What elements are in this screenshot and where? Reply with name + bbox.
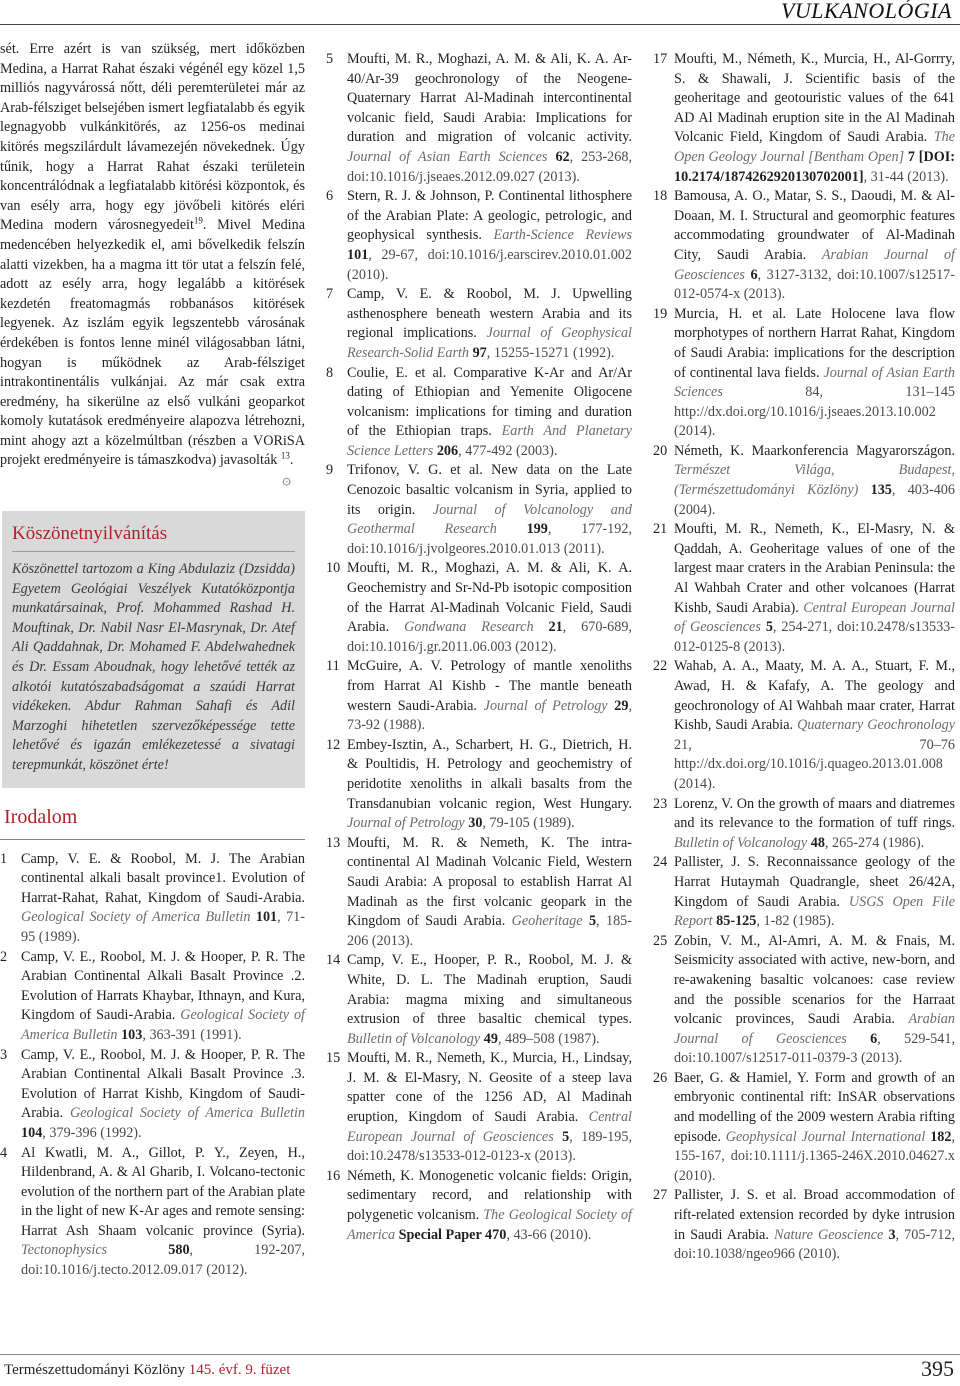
reference-pages: , 185-206 (2013). xyxy=(347,913,632,949)
reference-number: 2 xyxy=(0,948,8,965)
reference-volume: 103 xyxy=(121,1026,143,1043)
reference-item xyxy=(0,1046,305,1144)
reference-number: 15 xyxy=(326,1050,341,1067)
acknowledgement-box xyxy=(2,511,305,788)
reference-text: Pallister, J. S. et al. Broad accommodation of rift-related extension recorded by dyke intrusion in Saudi Arabia. xyxy=(674,1187,955,1243)
reference-item xyxy=(326,285,632,363)
reference-journal: Geological Society of America Bulletin xyxy=(21,1007,305,1043)
reference-number: 8 xyxy=(326,364,334,381)
reference-text: Camp, V. E. & Roobol, M. J. The Arabian continental alkali basalt province1. Evolution of Harrat-Rahat, Rahat, Kingdom of Saudi-Arabia. xyxy=(21,850,305,906)
reference-journal: Journal of Asian Earth Sciences xyxy=(347,148,548,165)
reference-text: Stern, R. J. & Johnson, P. Continental lithosphere of the Arabian Plate: A geologic, petrologic, and geophysical synthesis. xyxy=(347,188,632,244)
reference-volume: 5 xyxy=(562,1128,570,1145)
reference-journal: Geoheritage xyxy=(511,913,583,930)
reference-pages: , 253-268, doi:10.1016/j.jseaes.2012.09.027 (2013). xyxy=(347,148,633,185)
reference-item xyxy=(653,853,955,931)
reference-item xyxy=(653,50,955,187)
reference-text: Moufti, M. R., Nemeth, K., El-Masry, N. & Qaddah, A. Geoheritage values of one of the largest maar craters in the Arabian Peninsula: the Al Wahbah Crater and other volcanoes (Harrat Kishb, Saudi Arabia). xyxy=(674,521,955,616)
reference-text: Wahab, A. A., Maaty, M. A. A., Stuart, F. M., Awad, H. & Kafafy, A. The geology and geochronology of Al Wahbah maar crater, Harrat Kishb, Saudi Arabia. xyxy=(674,658,955,734)
reference-pages: , 189-195, doi:10.2478/s13533-012-0123-x (2013). xyxy=(347,1128,633,1165)
column-left xyxy=(0,40,305,1281)
page-number: 395 xyxy=(921,1356,954,1381)
reference-pages: , 3127-3132, doi:10.1007/s12517-012-0574-x (2013). xyxy=(674,266,955,303)
reference-text: Moufti, M., Németh, K., Murcia, H., Al-Gorrry, S. & Shawali, J. Scientific basis of the geoheritage and geotouristic values of the 641 AD Al Madinah eruption site in the Al Madinah Volcanic Field, Kingdom of Saudi Arabia. xyxy=(674,51,955,146)
reference-text: Bamousa, A. O., Matar, S. S., Daoudi, M. & Al-Doaan, M. I. Structural and geomorphic features accommodating groundwater of Al-Madinah City, Saudi Arabia. xyxy=(674,188,955,263)
reference-list-left xyxy=(0,850,305,1281)
reference-journal: Journal of Asian Earth Sciences xyxy=(674,364,955,401)
reference-journal: Természet Világa, Budapest, (Természettudományi Közlöny) xyxy=(674,462,955,499)
reference-text: Al Kwatli, M. A., Gillot, P. Y., Zeyen, H., Hildenbrand, A. & Al Gharib, I. Volcano-tectonic evolution of the northern part of the Arabian plate in the light of new K-Ar ages and remote sensing: Harrat Ash Shaam volcanic province (Syria). xyxy=(21,1144,305,1239)
reference-text: Moufti, M. R., Nemeth, K., Murcia, H., Lindsay, J. M. & El-Masry, N. Geosite of a steep lava spatter cone of the 1256 AD, Al Madinah eruption, Kingdom of Saudi Arabia. xyxy=(347,1050,632,1126)
end-mark-icon: ۞ xyxy=(282,472,291,489)
body-paragraph xyxy=(0,40,305,489)
reference-pages: 84, 131–145 http://dx.doi.org/10.1016/j.jseaes.2013.10.002 (2014). xyxy=(674,384,955,440)
reference-journal: Geophysical Journal International xyxy=(725,1128,926,1145)
reference-text: Moufti, M. R., Moghazi, A. M. & Ali, K. A. Ar-40/Ar-39 geochronology of the Neogene-Quaternary Harrat Al-Madinah intercontinental volcanic field, Saudi Arabia: Implications for duration and migration of volcanic activity. xyxy=(347,51,632,146)
references-title: Irodalom xyxy=(4,805,78,828)
reference-journal: Bulletin of Volcanology xyxy=(674,834,808,851)
reference-item xyxy=(326,657,632,735)
reference-volume: 30 xyxy=(468,815,483,832)
reference-number: 16 xyxy=(326,1167,341,1184)
acknowledgement-text: Köszönettel tartozom a King Abdulaziz (Dzsidda) Egyetem Geológiai Veszélyek Kutatóközpontja munkatársainak, Prof. Mohammed Rashad H. Mouftinak, Dr. Nabil Nasr El-Masrynak, Dr. Atef Ali Qaddahnak, Dr. Mohamed F. Abdelwahednek és Dr. Essam Aboudnak, hogy lehetővé tették az alkotói kutatószabadságomat a szaúdi Harrat vidékeken. Abdur Rahman Sahafi és Adil Marzoghi hihetetlen szervezőképessége tette lehetővé és igazán emlékezetessé a sivatagi terepmunkát, köszönet érte! xyxy=(12,561,295,773)
reference-pages: , 265-274 (1986). xyxy=(824,834,925,851)
references-rule xyxy=(0,839,305,840)
reference-item xyxy=(326,834,632,952)
reference-journal: Earth And Planetary Science Letters xyxy=(347,423,632,459)
reference-number: 4 xyxy=(0,1144,8,1161)
reference-item xyxy=(326,461,632,559)
reference-pages: , 254-271, doi:10.2478/s13533-012-0125-8 (2013). xyxy=(674,619,955,655)
reference-pages: , 403-406 (2004). xyxy=(674,482,955,518)
body-text-part-2: . Mivel Medina medencében helyezkedik el, ami bővelkedik felszín alatti vizekben, ha a magma itt tör utat a felszín felé, adott az esély arra, hogy legalább a kitörések kezdetén freatomagmás robbanásos kitörések legyenek. Az iszlám egyik legszentebb városának érdekében is fontos lenne minél világosabban látni, hogyan is működnek az Arab-félsziget intrakontinentális vulkánjai. Az már csak extra eredmény, ha sikerülne az első vulkáni geoparkot komoly kutatások eredményeire alapozva létrehozni, mint ahogy azt a közelmúltban (részben a VORiSA projekt eredményeire is támaszkodva) javasolták xyxy=(0,217,305,469)
reference-text: Németh, K. Maarkonferencia Magyarországon. xyxy=(674,442,955,459)
reference-volume: 5 xyxy=(765,619,773,636)
reference-number: 17 xyxy=(653,51,668,67)
reference-journal: Journal of Petrology xyxy=(483,697,608,714)
reference-journal: Earth-Science Reviews xyxy=(493,227,632,244)
reference-number: 3 xyxy=(0,1046,8,1063)
reference-number: 5 xyxy=(326,51,334,67)
reference-volume: 62 xyxy=(555,148,570,165)
footnote-ref-19: 19 xyxy=(193,215,203,226)
reference-text: Murcia, H. et al. Late Holocene lava flow morphotypes of northern Harrat Rahat, Kingdom of Saudi Arabia: implications for the description of continental lava fields. xyxy=(674,305,955,381)
reference-volume: 85-125 xyxy=(716,913,757,930)
reference-pages: , 379-396 (1992). xyxy=(42,1124,142,1141)
reference-item xyxy=(326,951,632,1049)
reference-pages: , 192-207, doi:10.1016/j.tecto.2012.09.017 (2012). xyxy=(21,1242,305,1279)
reference-number: 11 xyxy=(326,658,340,675)
reference-journal: Arabian Journal of Geosciences xyxy=(674,1011,955,1047)
reference-journal: Central European Journal of Geosciences xyxy=(347,1109,632,1145)
reference-number: 21 xyxy=(653,521,668,538)
reference-volume: 199 xyxy=(526,521,548,538)
reference-text: Coulie, E. et al. Comparative K-Ar and Ar/Ar dating of Ethiopian and Yemenite Oligocene volcanism: implications for timing and duration of the Ethiopian traps. xyxy=(347,364,632,440)
reference-number: 10 xyxy=(326,560,341,577)
reference-item xyxy=(326,364,632,462)
reference-number: 23 xyxy=(653,795,668,812)
reference-number: 27 xyxy=(653,1187,668,1204)
reference-number: 26 xyxy=(653,1069,668,1086)
reference-item xyxy=(653,795,955,854)
reference-text: Trifonov, V. G. et al. New data on the Late Cenozoic basaltic volcanism in Syria, applied to its origin. xyxy=(347,462,632,518)
running-header xyxy=(0,0,960,25)
reference-journal: Central European Journal of Geosciences xyxy=(674,599,955,636)
reference-volume: 3 xyxy=(888,1226,896,1243)
reference-pages: , 529-541, doi:10.1007/s12517-011-0379-3 (2013). xyxy=(674,1030,955,1067)
reference-text: Camp, V. E., Roobol, M. J. & Hooper, P. R. The Arabian Continental Alkali Basalt Province .2. Evolution of Harrats Khaybar, Ithnayn, and Kura, Kingdom of Saudi-Arabia. xyxy=(21,948,305,1024)
reference-number: 12 xyxy=(326,736,341,753)
reference-pages: , 477-492 (2003). xyxy=(458,442,558,459)
reference-volume: 49 xyxy=(483,1030,498,1047)
reference-journal: Journal of Geophysical Research-Solid Earth xyxy=(347,325,633,361)
reference-text: Baer, G. & Hamiel, Y. Form and growth of an embryonic continental rift: InSAR observations and modelling of the 2009 western Arabia rifting episode. xyxy=(674,1069,955,1145)
footer-journal: Természettudományi Közlöny xyxy=(4,1362,185,1378)
reference-item xyxy=(653,1069,955,1187)
footer-issue: 145. évf. 9. füzet xyxy=(188,1362,291,1378)
reference-number: 7 xyxy=(326,286,334,303)
reference-pages: , 177-192, doi:10.1016/j.jvolgeores.2010.01.013 (2011). xyxy=(347,521,632,557)
reference-pages: , 31-44 (2013). xyxy=(863,168,949,185)
reference-journal: Journal of Petrology xyxy=(347,815,465,832)
reference-text: Camp, V. E., Roobol, M. J. & Hooper, P. R. The Arabian Continental Alkali Basalt Province .3. Evolution of Harrat Kishb, Kingdom of Saudi-Arabia. xyxy=(21,1046,305,1122)
acknowledgement-title: Köszönetnyilvánítás xyxy=(12,523,168,545)
reference-journal: Bulletin of Volcanology xyxy=(347,1030,481,1047)
reference-journal: The Open Geology Journal [Bentham Open] xyxy=(674,129,955,165)
reference-journal: Journal of Volcanology and Geothermal Research xyxy=(347,501,632,538)
reference-volume: 6 xyxy=(750,266,758,283)
reference-item xyxy=(653,932,955,1069)
reference-item xyxy=(653,1186,955,1264)
reference-pages: , 79-105 (1989). xyxy=(482,815,575,832)
reference-volume: 97 xyxy=(472,344,487,361)
reference-item xyxy=(326,559,632,657)
reference-pages: , 29-67, doi:10.1016/j.earscirev.2010.01.002 (2010). xyxy=(347,246,632,283)
reference-volume: 101 xyxy=(255,909,278,926)
reference-volume: 101 xyxy=(347,246,369,263)
reference-pages: , 1-82 (1985). xyxy=(756,913,835,930)
reference-item xyxy=(326,50,632,187)
reference-pages: , 155-167, doi:10.1111/j.1365-246X.2010.04627.x (2010). xyxy=(674,1128,956,1184)
reference-volume: 6 xyxy=(870,1030,878,1047)
reference-text: McGuire, A. V. Petrology of mantle xenoliths from Harrat Al Kishb - The mantle beneath western Saudi-Arabia. xyxy=(347,658,632,714)
reference-volume: 29 xyxy=(614,697,629,714)
reference-volume: 580 xyxy=(168,1242,190,1259)
reference-text: Embey-Isztin, A., Scharbert, H. G., Dietrich, H. & Poultidis, H. Petrology and geochemistry of peridotite xenoliths in alkali basalts from the Transdanubian volcanic region, West Hungary. xyxy=(347,736,632,812)
reference-number: 25 xyxy=(653,932,668,949)
reference-pages: , 43-66 (2010). xyxy=(506,1226,592,1243)
reference-number: 13 xyxy=(326,834,341,851)
reference-text: Moufti, M. R. & Nemeth, K. The intra-continental Al Madinah Volcanic Field, Western Saudi Arabia: A proposal to establish Harrat Al Madinah as the first volcanic geopark in the Kingdom of Saudi Arabia. xyxy=(347,834,632,930)
reference-volume: 21 xyxy=(548,619,563,636)
footnote-ref-13: 13 xyxy=(280,450,290,461)
reference-text: Camp, V. E. & Roobol, M. J. Upwelling asthenosphere beneath western Arabia and its regional implications. xyxy=(347,286,632,342)
reference-journal: Gondwana Research xyxy=(404,619,534,636)
section-title: VULKANOLÓGIA xyxy=(780,0,952,23)
footer-rule xyxy=(0,1354,960,1355)
reference-text: Moufti, M. R., Moghazi, A. M. & Ali, K. A. Geochemistry and Sr-Nd-Pb isotopic composition of the Harrat Al-Madinah Volcanic Field, Saudi Arabia. xyxy=(347,560,632,636)
reference-item xyxy=(326,1167,632,1245)
reference-number: 18 xyxy=(653,188,668,205)
reference-text: Németh, K. Monogenetic volcanic fields: Origin, sedimentary record, and relationship with polygenetic volcanism. xyxy=(347,1167,632,1224)
reference-number: 9 xyxy=(326,462,334,479)
reference-volume: 7 [DOI: 10.2174/1874262920130702001] xyxy=(674,148,955,185)
reference-item xyxy=(653,305,955,442)
reference-number: 24 xyxy=(653,854,668,871)
reference-journal: Tectonophysics xyxy=(21,1242,108,1259)
column-right xyxy=(653,50,955,1265)
reference-pages: , 489–508 (1987). xyxy=(497,1030,600,1047)
reference-volume: 48 xyxy=(810,834,825,851)
reference-volume: 182 xyxy=(930,1128,952,1145)
reference-pages: , 15255-15271 (1992). xyxy=(486,344,615,361)
reference-text: Lorenz, V. On the growth of maars and diatremes and its relevance to the formation of tuff rings. xyxy=(674,795,955,832)
reference-item xyxy=(0,1144,305,1281)
reference-journal: The Geological Society of America xyxy=(347,1207,632,1243)
reference-number: 14 xyxy=(326,952,341,969)
reference-journal: USGS Open File Report xyxy=(674,893,955,930)
reference-pages: , 73-92 (1988). xyxy=(347,697,632,734)
body-text-part-1: sét. Erre azért is van szükség, mert időközben Medina, a Harrat Rahat északi végénél egy közel 1,5 milliós nagyvárossá nőtt, déli peremterületei már az Arab-félsziget belsejében ismert legfiatalabb és egyik legnagyobb vulkánkitörés, az 1256-os medinai kitörés megszilárdult lávamezején növekednek. Úgy tűnik, hogy a Harrat Rahat északi területein koncentrálódnak a legfiatalabb kitörési központok, és van esély arra, hogy egy jövőbeli kitörés eléri Medina modern városnegyedeit xyxy=(0,41,305,234)
reference-list-middle xyxy=(326,50,632,1245)
reference-item xyxy=(326,1049,632,1167)
reference-pages: 21, 70–76 http://dx.doi.org/10.1016/j.quageo.2013.01.008 (2014). xyxy=(674,736,955,792)
reference-journal: Geological Society of America Bulletin xyxy=(69,1105,305,1122)
reference-item xyxy=(653,187,955,305)
running-footer xyxy=(0,1346,960,1386)
reference-pages: , 705-712, doi:10.1038/ngeo966 (2010). xyxy=(674,1226,956,1263)
reference-volume: 5 xyxy=(588,913,597,930)
reference-journal: Arabian Journal of Geosciences xyxy=(674,246,955,283)
reference-item xyxy=(326,187,632,285)
reference-item xyxy=(653,520,955,657)
column-middle xyxy=(326,50,632,1245)
reference-number: 6 xyxy=(326,188,334,205)
reference-volume: 104 xyxy=(21,1124,43,1141)
reference-journal: Geological Society of America Bulletin xyxy=(21,909,251,926)
reference-number: 20 xyxy=(653,442,668,459)
reference-pages: , 363-391 (1991). xyxy=(142,1026,242,1043)
reference-item xyxy=(653,442,955,520)
footer-journal-name xyxy=(4,1362,290,1379)
reference-number: 22 xyxy=(653,658,668,675)
reference-number: 19 xyxy=(653,305,668,322)
reference-volume: 135 xyxy=(870,482,892,499)
body-text-end: . xyxy=(289,452,294,469)
reference-text: Zobin, V. M., Al-Amri, A. M. & Fnais, M. Seismicity associated with active, new-born, and re-awakening basaltic volcanoes: case review and the possible scenarios for the Harraat volcanic provinces, Saudi Arabia. xyxy=(674,932,955,1028)
reference-number: 1 xyxy=(0,850,8,867)
reference-journal: Quaternary Geochronology xyxy=(797,717,955,734)
reference-pages: , 670-689, doi:10.1016/j.gr.2011.06.003 (2012). xyxy=(347,619,632,655)
reference-item xyxy=(0,948,305,1046)
reference-text: Pallister, J. S. Reconnaissance geology of the Harrat Hutaymah Quadrangle, sheet 26/42A, Kingdom of Saudi Arabia. xyxy=(674,854,955,910)
reference-text: Camp, V. E., Hooper, P. R., Roobol, M. J. & White, D. L. The Madinah eruption, Saudi Arabia: magma mixing and simultaneous extrusion of three basaltic chemical types. xyxy=(347,952,632,1028)
reference-volume: 206 xyxy=(436,442,459,459)
acknowledgement-rule xyxy=(12,551,295,552)
reference-list-right xyxy=(653,50,955,1265)
reference-volume: Special Paper 470 xyxy=(398,1226,507,1243)
header-rule xyxy=(0,24,960,25)
reference-pages: , 71-95 (1989). xyxy=(21,909,305,945)
reference-journal: Nature Geoscience xyxy=(773,1226,884,1243)
reference-item xyxy=(0,850,305,948)
reference-item xyxy=(326,736,632,834)
reference-item xyxy=(653,657,955,794)
